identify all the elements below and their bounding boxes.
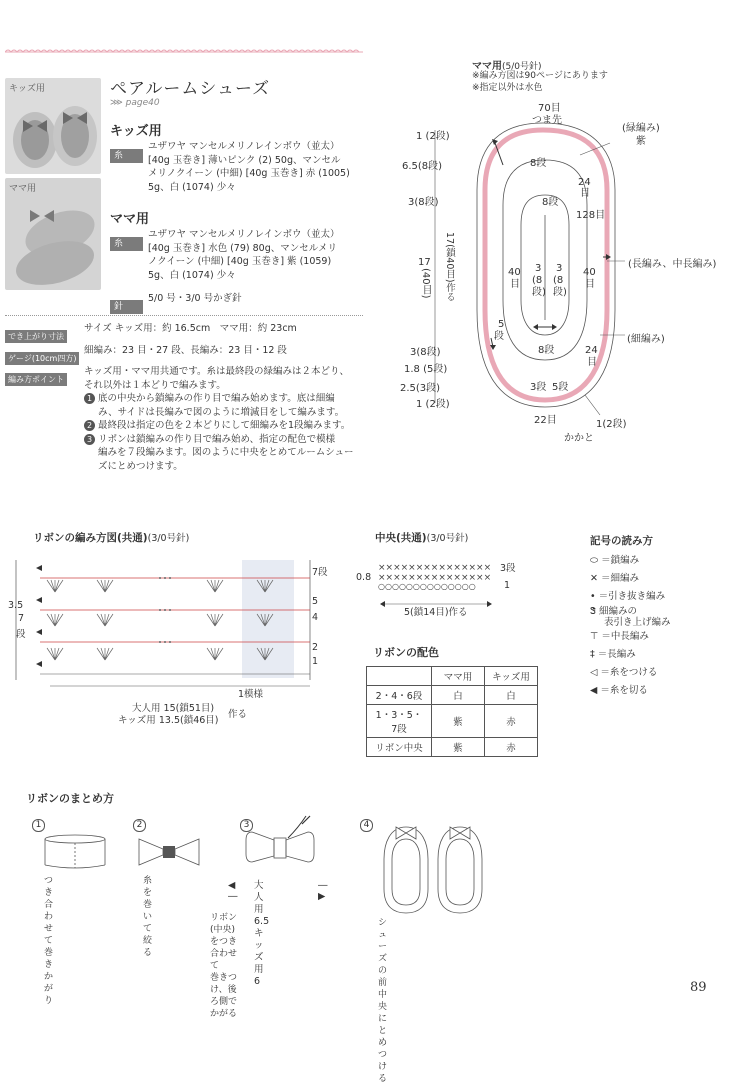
legend-label: 表引き上げ編み — [604, 617, 671, 628]
double-crochet-icon: ‡ — [590, 649, 595, 660]
sole-label-r24a2: 目 — [580, 188, 590, 199]
step-number: 3 — [240, 819, 253, 832]
sole-label-r40r: 40 — [583, 267, 596, 278]
bow-with-center-illustration — [240, 812, 320, 872]
sole-label-top-count: 70目 — [538, 103, 561, 114]
ribbon-tube-illustration — [40, 833, 110, 873]
dim-label: (40目) — [420, 268, 431, 299]
cut-yarn-icon: ◀ — [590, 685, 598, 696]
ribbon-repeat: 1模様 — [238, 689, 264, 700]
step-dim: ◀ ― — [228, 880, 238, 902]
legend-title: 記号の読み方 — [590, 535, 653, 547]
color-table — [366, 666, 538, 757]
sole-notes — [472, 70, 608, 94]
legend-item — [590, 664, 671, 682]
caption-line: 巻きつけ、後ろ側でかがる — [210, 973, 238, 1019]
assembly-title: リボンのまとめ方 — [26, 792, 114, 805]
center-needle: (3/0号針) — [426, 533, 469, 544]
gauge-row — [5, 346, 79, 365]
svg-text:○○○○○○○○○○○○○○: ○○○○○○○○○○○○○○ — [378, 582, 476, 591]
step-number: 4 — [360, 819, 373, 832]
sole-label-r3g: 3段 — [530, 382, 547, 393]
kids-yarn-line: ユザワヤ マンセルメリノレインボウ（並太） — [148, 141, 340, 152]
dim-label: 1 (2段) — [416, 131, 450, 142]
legend-label: ＝鎖編み — [601, 555, 640, 566]
legend-label: ＝細編み — [601, 573, 640, 584]
sole-label-toe: つま先 — [532, 115, 562, 126]
center-row1: 1 — [504, 580, 511, 591]
mama-heading: ママ用 — [110, 212, 150, 227]
legend-item — [590, 588, 671, 606]
single-crochet-icon: ✕ — [590, 573, 598, 584]
legend-item — [590, 606, 671, 628]
legend-label: ＝糸をつける — [600, 667, 658, 678]
step-line: 底の中央から鎖編みの作り目で編み始めます。底は細編 — [98, 393, 335, 404]
step-item — [84, 433, 354, 474]
sole-note: ※編み方図は90ページにあります — [472, 71, 608, 81]
legend-item — [590, 646, 671, 664]
sole-label-r24b2: 目 — [587, 357, 597, 368]
sole-label-r5b: 段 — [494, 331, 504, 342]
table-row — [367, 738, 538, 757]
center-row3: 3段 — [500, 563, 516, 574]
slipper-illustration — [5, 78, 101, 174]
ribbon-width-adult: 大人用 15(鎖51目) — [132, 703, 215, 714]
ribbon-height-dim: 3.5 — [8, 600, 24, 611]
mama-yarn-line: ユザワヤ マンセルメリノレインボウ（並太） — [148, 229, 340, 240]
ribbon-common: (共通) — [117, 532, 148, 544]
step-line: 最終段は指定の色を２本どりにして細編みを1段編みます。 — [98, 420, 351, 431]
sole-label-heel: かかと — [564, 433, 594, 444]
center-title: 中央 — [375, 532, 396, 544]
half-double-icon: ⊤ — [590, 631, 599, 642]
ribbon-row-label: 1 — [312, 656, 319, 667]
table-header-cell — [367, 667, 432, 686]
needle-tag — [110, 294, 143, 314]
svg-text:×××××××××××××××: ××××××××××××××× — [378, 563, 492, 573]
sole-title: ママ用 — [472, 61, 502, 72]
center-chart-title — [375, 530, 468, 545]
step-item — [84, 392, 354, 419]
ribbon-row-label: 2 — [312, 642, 319, 653]
sole-label-r3e: (8 — [553, 275, 564, 286]
chain-symbol-icon: ⬭ — [590, 555, 599, 566]
slipper-illustration — [5, 178, 101, 290]
sole-label-r8b: 8段 — [542, 197, 559, 208]
caption-line: 大人用 6.5 — [254, 880, 270, 927]
caption-line: とめつける — [378, 1026, 388, 1084]
kids-heading: キッズ用 — [110, 124, 162, 139]
table-cell: 赤 — [485, 738, 538, 757]
caption-line: キッズ用 6 — [254, 928, 264, 987]
dim-label: 17 — [418, 257, 431, 268]
caption-line: リボン(中央)をつき合わせて — [210, 913, 238, 971]
kids-yarn-text — [148, 140, 350, 194]
size-row — [5, 324, 67, 343]
size-tag: でき上がり寸法 — [5, 330, 67, 343]
ribbon-chart-title — [33, 530, 189, 545]
dim-label: 1 (2段) — [416, 399, 450, 410]
sole-needle: (5/0号針) — [502, 62, 542, 72]
step-number: 1 — [32, 819, 45, 832]
kids-yarn-line: [40g 玉巻き] 薄いピンク (2) 50g、マンセル — [148, 154, 341, 166]
mama-yarn-line: [40g 玉巻き] 水色 (79) 80g、マンセルメリ — [148, 242, 337, 254]
ribbon-make: 作る — [228, 709, 248, 720]
leader-line — [585, 395, 600, 415]
ribbon-row-label: 4 — [312, 612, 319, 623]
points-intro-line: キッズ用・ママ用共通です。糸は最終段の緑編みは２本どり、 — [84, 366, 350, 377]
size-text: サイズ キッズ用：約 16.5cm ママ用：約 23cm — [84, 323, 297, 334]
sole-label-r40r2: 目 — [585, 279, 595, 290]
sole-label-r5: 5 — [498, 319, 505, 330]
sole-label-r12: 1(2段) — [596, 419, 627, 430]
sole-note: ※指定以外は水色 — [472, 83, 543, 93]
table-header-cell: キッズ用 — [485, 667, 538, 686]
top-border — [5, 47, 363, 57]
legend-item — [590, 570, 671, 588]
yarn-tag-text: 糸 — [110, 149, 143, 163]
points-intro-line: それ以外は１本どりで編みます。 — [84, 379, 226, 391]
mama-yarn-tag — [110, 231, 143, 251]
kids-photo-label: キッズ用 — [9, 84, 45, 94]
caption-line: 巻きかがり — [44, 948, 54, 1006]
caption-line: シューズの前中央に — [378, 918, 388, 1024]
dim-label: 1.8 (5段) — [404, 364, 448, 375]
step-number: 1 — [84, 393, 95, 404]
step-number: 2 — [84, 420, 95, 431]
table-cell: 2・4・6段 — [367, 686, 432, 705]
sole-label-edge-stitch: (緑編み) — [622, 123, 660, 134]
bow-illustration — [137, 837, 201, 867]
page-reference: ⋙ page40 — [110, 98, 160, 108]
table-header-cell: ママ用 — [432, 667, 485, 686]
shoes-illustration — [378, 819, 488, 914]
ellipsis-gap — [159, 577, 171, 643]
kids-yarn-line: メリノクイーン (中細) [40g 玉巻き] 赤 (1005) — [148, 168, 350, 179]
sole-label-r3f: 段) — [553, 287, 567, 298]
center-common: (共通) — [396, 532, 427, 544]
caption-line: つき合わせて — [44, 876, 54, 946]
table-cell: 白 — [432, 686, 485, 705]
mama-slipper-photo — [5, 178, 101, 290]
points-body — [84, 365, 354, 473]
step-caption — [378, 917, 387, 1085]
step-dim: ― ▶ — [318, 880, 328, 902]
caption-line: 糸を巻いて — [143, 876, 153, 934]
points-tag: 編み方ポイント — [5, 373, 67, 386]
svg-text:×××××××××××××××: ××××××××××××××× — [378, 573, 492, 583]
mama-yarn-line: ノクイーン (中細) [40g 玉巻き] 紫 (1059) — [148, 256, 332, 267]
ribbon-height-rows-unit: 段 — [16, 629, 26, 640]
table-cell: 紫 — [432, 738, 485, 757]
sole-label-r40l: 40 — [508, 267, 521, 278]
join-yarn-icon: ◁ — [590, 667, 598, 678]
table-cell: 紫 — [432, 705, 485, 738]
ribbon-height-rows: 7 — [18, 613, 25, 624]
step-line: 編みを７段編みます。図のように中央をとめてルームシュー — [98, 447, 354, 458]
table-cell: 赤 — [485, 705, 538, 738]
step-caption — [254, 880, 269, 988]
center-dim: 0.8 — [356, 572, 372, 583]
legend-item — [590, 682, 671, 700]
step-line: み、サイドは長編みで図のように増減目をして編みます。 — [98, 406, 345, 418]
sole-label-r22: 22目 — [534, 415, 557, 426]
make-label: 17(鎖40目)作る — [444, 232, 455, 302]
page-number: 89 — [690, 980, 707, 995]
legend-list — [590, 552, 671, 700]
sole-label-r3d: 3 — [556, 263, 563, 274]
ribbon-row-label: 7段 — [312, 567, 328, 578]
table-header-row — [367, 667, 538, 686]
table-row — [367, 705, 538, 738]
ribbon-stitch-chart — [10, 550, 340, 690]
kids-yarn-tag — [110, 143, 143, 163]
legend-label: ＝長編み — [597, 649, 636, 660]
dim-label: 2.5(3段) — [400, 383, 441, 394]
points-row — [5, 367, 67, 386]
table-cell: 白 — [485, 686, 538, 705]
caption-line: 絞る — [143, 936, 153, 958]
table-cell: 1・3・5・7段 — [367, 705, 432, 738]
legend-item — [590, 552, 671, 570]
fan-stitches — [47, 580, 273, 660]
sole-label-r8a: 8段 — [530, 158, 547, 169]
center-width: 5(鎖14目)作る — [404, 607, 468, 618]
legend-label: 細編みの — [598, 606, 637, 617]
step-caption — [143, 875, 152, 959]
ribbon-row-label: 5 — [312, 596, 319, 607]
sole-label-r40l2: 目 — [510, 279, 520, 290]
needle-text: 5/0 号・3/0 号かぎ針 — [148, 293, 242, 304]
legend-label: ＝糸を切る — [600, 685, 648, 696]
mama-photo-label: ママ用 — [9, 184, 37, 194]
color-table-title: リボンの配色 — [373, 646, 439, 659]
sole-label-r8c: 8段 — [538, 345, 555, 356]
gauge-text: 細編み：23 目・27 段、長編み：23 目・12 段 — [84, 345, 287, 356]
sole-label-r5c: 5段 — [552, 382, 569, 393]
page-ref-text: page40 — [125, 98, 160, 108]
sole-label-r24b: 24 — [585, 345, 598, 356]
table-row — [367, 686, 538, 705]
ribbon-needle: (3/0号針) — [147, 533, 190, 544]
divider — [5, 315, 363, 316]
sole-label-edge-color: 紫 — [636, 136, 646, 147]
step-caption-below — [210, 912, 240, 1020]
sole-label-r3a: 3 — [535, 263, 542, 274]
mama-yarn-text — [148, 228, 340, 282]
sole-label-r3b: (8 — [532, 275, 543, 286]
ribbon-width-kids: キッズ用 13.5(鎖46目) — [118, 715, 219, 726]
step-caption — [44, 875, 53, 1007]
step-line: リボンは鎖編みの作り目で編み始め、指定の配色で模様 — [98, 433, 336, 445]
kids-yarn-line: 5g、白 (1074) 少々 — [148, 181, 236, 193]
slip-stitch-icon: • — [590, 591, 596, 602]
row-arrows — [36, 565, 42, 667]
sole-label-r3c: 段) — [532, 287, 546, 298]
dim-label: 6.5(8段) — [402, 161, 443, 172]
legend-label: ＝引き抜き編み — [598, 591, 666, 602]
gauge-tag: ゲージ(10cm四方) — [5, 352, 79, 365]
yarn-tag-text: 糸 — [110, 237, 143, 251]
step-item — [84, 419, 354, 433]
sole-label-single-stitch: (細編み) — [627, 334, 665, 345]
needle-tag-text: 針 — [110, 300, 143, 314]
dim-label: 3(8段) — [408, 197, 439, 208]
kids-slipper-photo — [5, 78, 101, 174]
step-number: 3 — [84, 434, 95, 445]
page-title: ペアルームシューズ — [110, 79, 271, 99]
sole-label-r128: 128目 — [576, 210, 606, 221]
mama-yarn-line: 5g、白 (1074) 少々 — [148, 269, 236, 281]
legend-label: ＝中長編み — [601, 631, 649, 642]
table-cell: リボン中央 — [367, 738, 432, 757]
step-line: ズにとめつけます。 — [98, 460, 183, 472]
ribbon-title: リボンの編み方図 — [33, 532, 117, 544]
dim-label: 3(8段) — [410, 347, 441, 358]
step-number: 2 — [133, 819, 146, 832]
legend-item — [590, 628, 671, 646]
sole-label-r24a: 24 — [578, 177, 591, 188]
front-post-icon: Ꮥ — [590, 606, 596, 617]
sole-label-long-stitch: (長編み、中長編み) — [628, 259, 717, 270]
